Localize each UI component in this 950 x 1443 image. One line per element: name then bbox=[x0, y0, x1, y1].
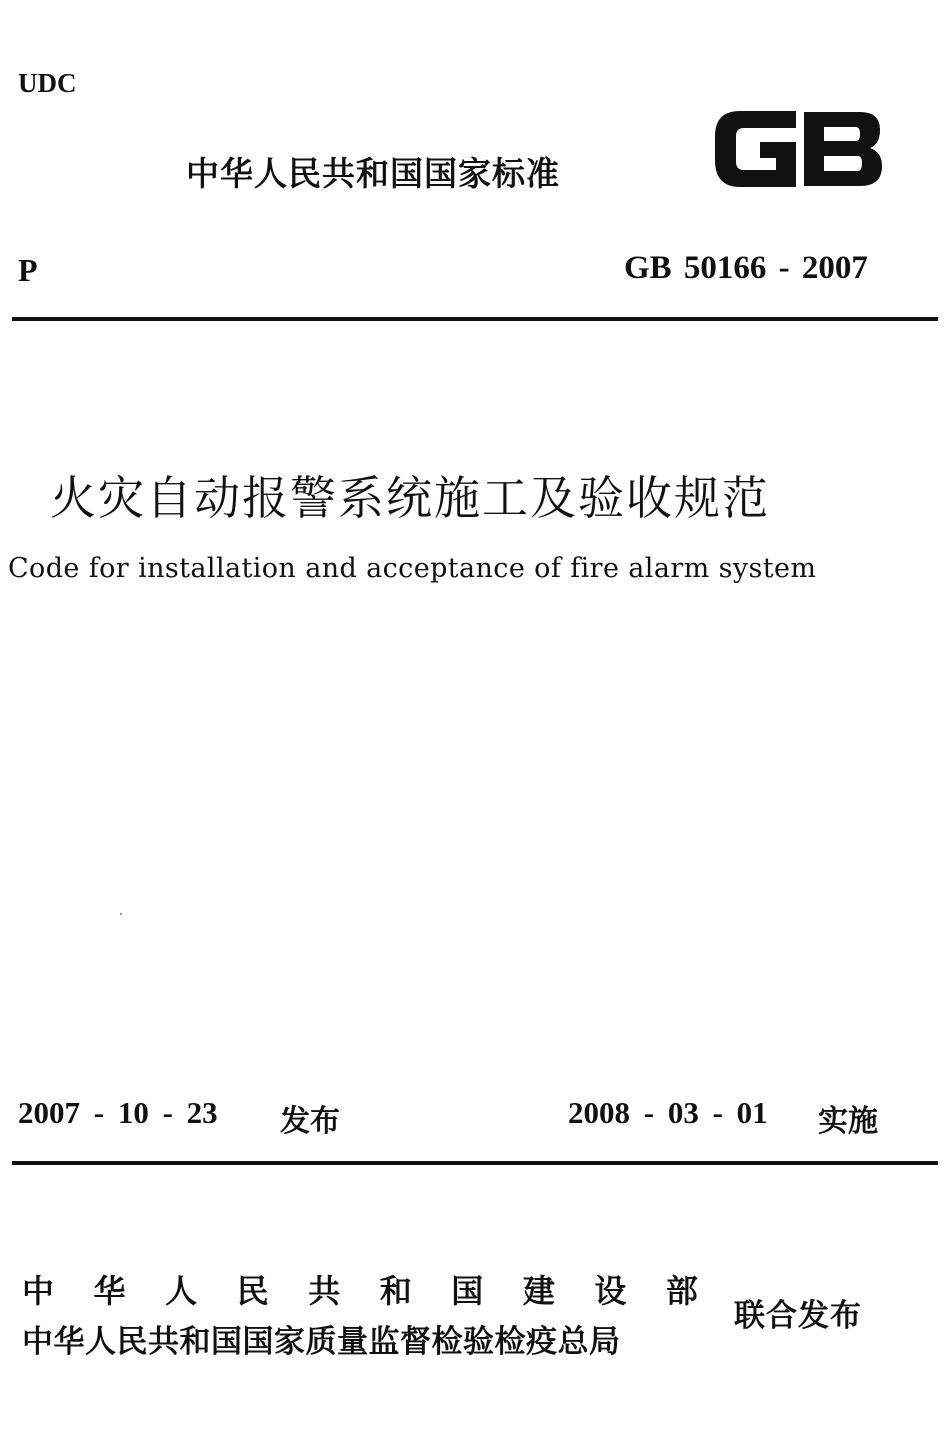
udc-label: UDC bbox=[18, 68, 77, 98]
issuer-char: 设 bbox=[594, 1272, 627, 1310]
issuer-char: 中 bbox=[22, 1272, 55, 1310]
implement-date: 2008 - 03 - 01 bbox=[568, 1095, 768, 1130]
gb-logo bbox=[710, 100, 886, 196]
issuer-char: 部 bbox=[665, 1272, 698, 1310]
top-divider bbox=[12, 317, 938, 321]
speck bbox=[120, 913, 122, 915]
title-english: Code for installation and acceptance of fire alarm system bbox=[8, 553, 817, 584]
issuer-char: 共 bbox=[308, 1272, 341, 1310]
issue-date: 2007 - 10 - 23 bbox=[18, 1095, 218, 1130]
issuer-char: 民 bbox=[236, 1272, 269, 1310]
issue-label: 发布 bbox=[280, 1104, 340, 1139]
issuer-char: 人 bbox=[165, 1272, 198, 1310]
issuer-char: 华 bbox=[93, 1272, 126, 1310]
issuer-char: 建 bbox=[522, 1272, 555, 1310]
title-chinese: 火灾自动报警系统施工及验收规范 bbox=[50, 471, 770, 525]
joint-issue-label: 联合发布 bbox=[734, 1298, 862, 1334]
implement-label: 实施 bbox=[818, 1104, 878, 1139]
issuer-ministry bbox=[22, 1266, 698, 1312]
classification-code: P bbox=[18, 252, 38, 288]
standard-number: GB 50166 - 2007 bbox=[624, 250, 868, 286]
issuer-char: 和 bbox=[379, 1272, 412, 1310]
issuer-administration: 中华人民共和国国家质量监督检验检疫总局 bbox=[22, 1324, 621, 1360]
standard-type: 中华人民共和国国家标准 bbox=[186, 154, 560, 193]
bottom-divider bbox=[12, 1161, 938, 1165]
issuer-char: 国 bbox=[451, 1272, 484, 1310]
